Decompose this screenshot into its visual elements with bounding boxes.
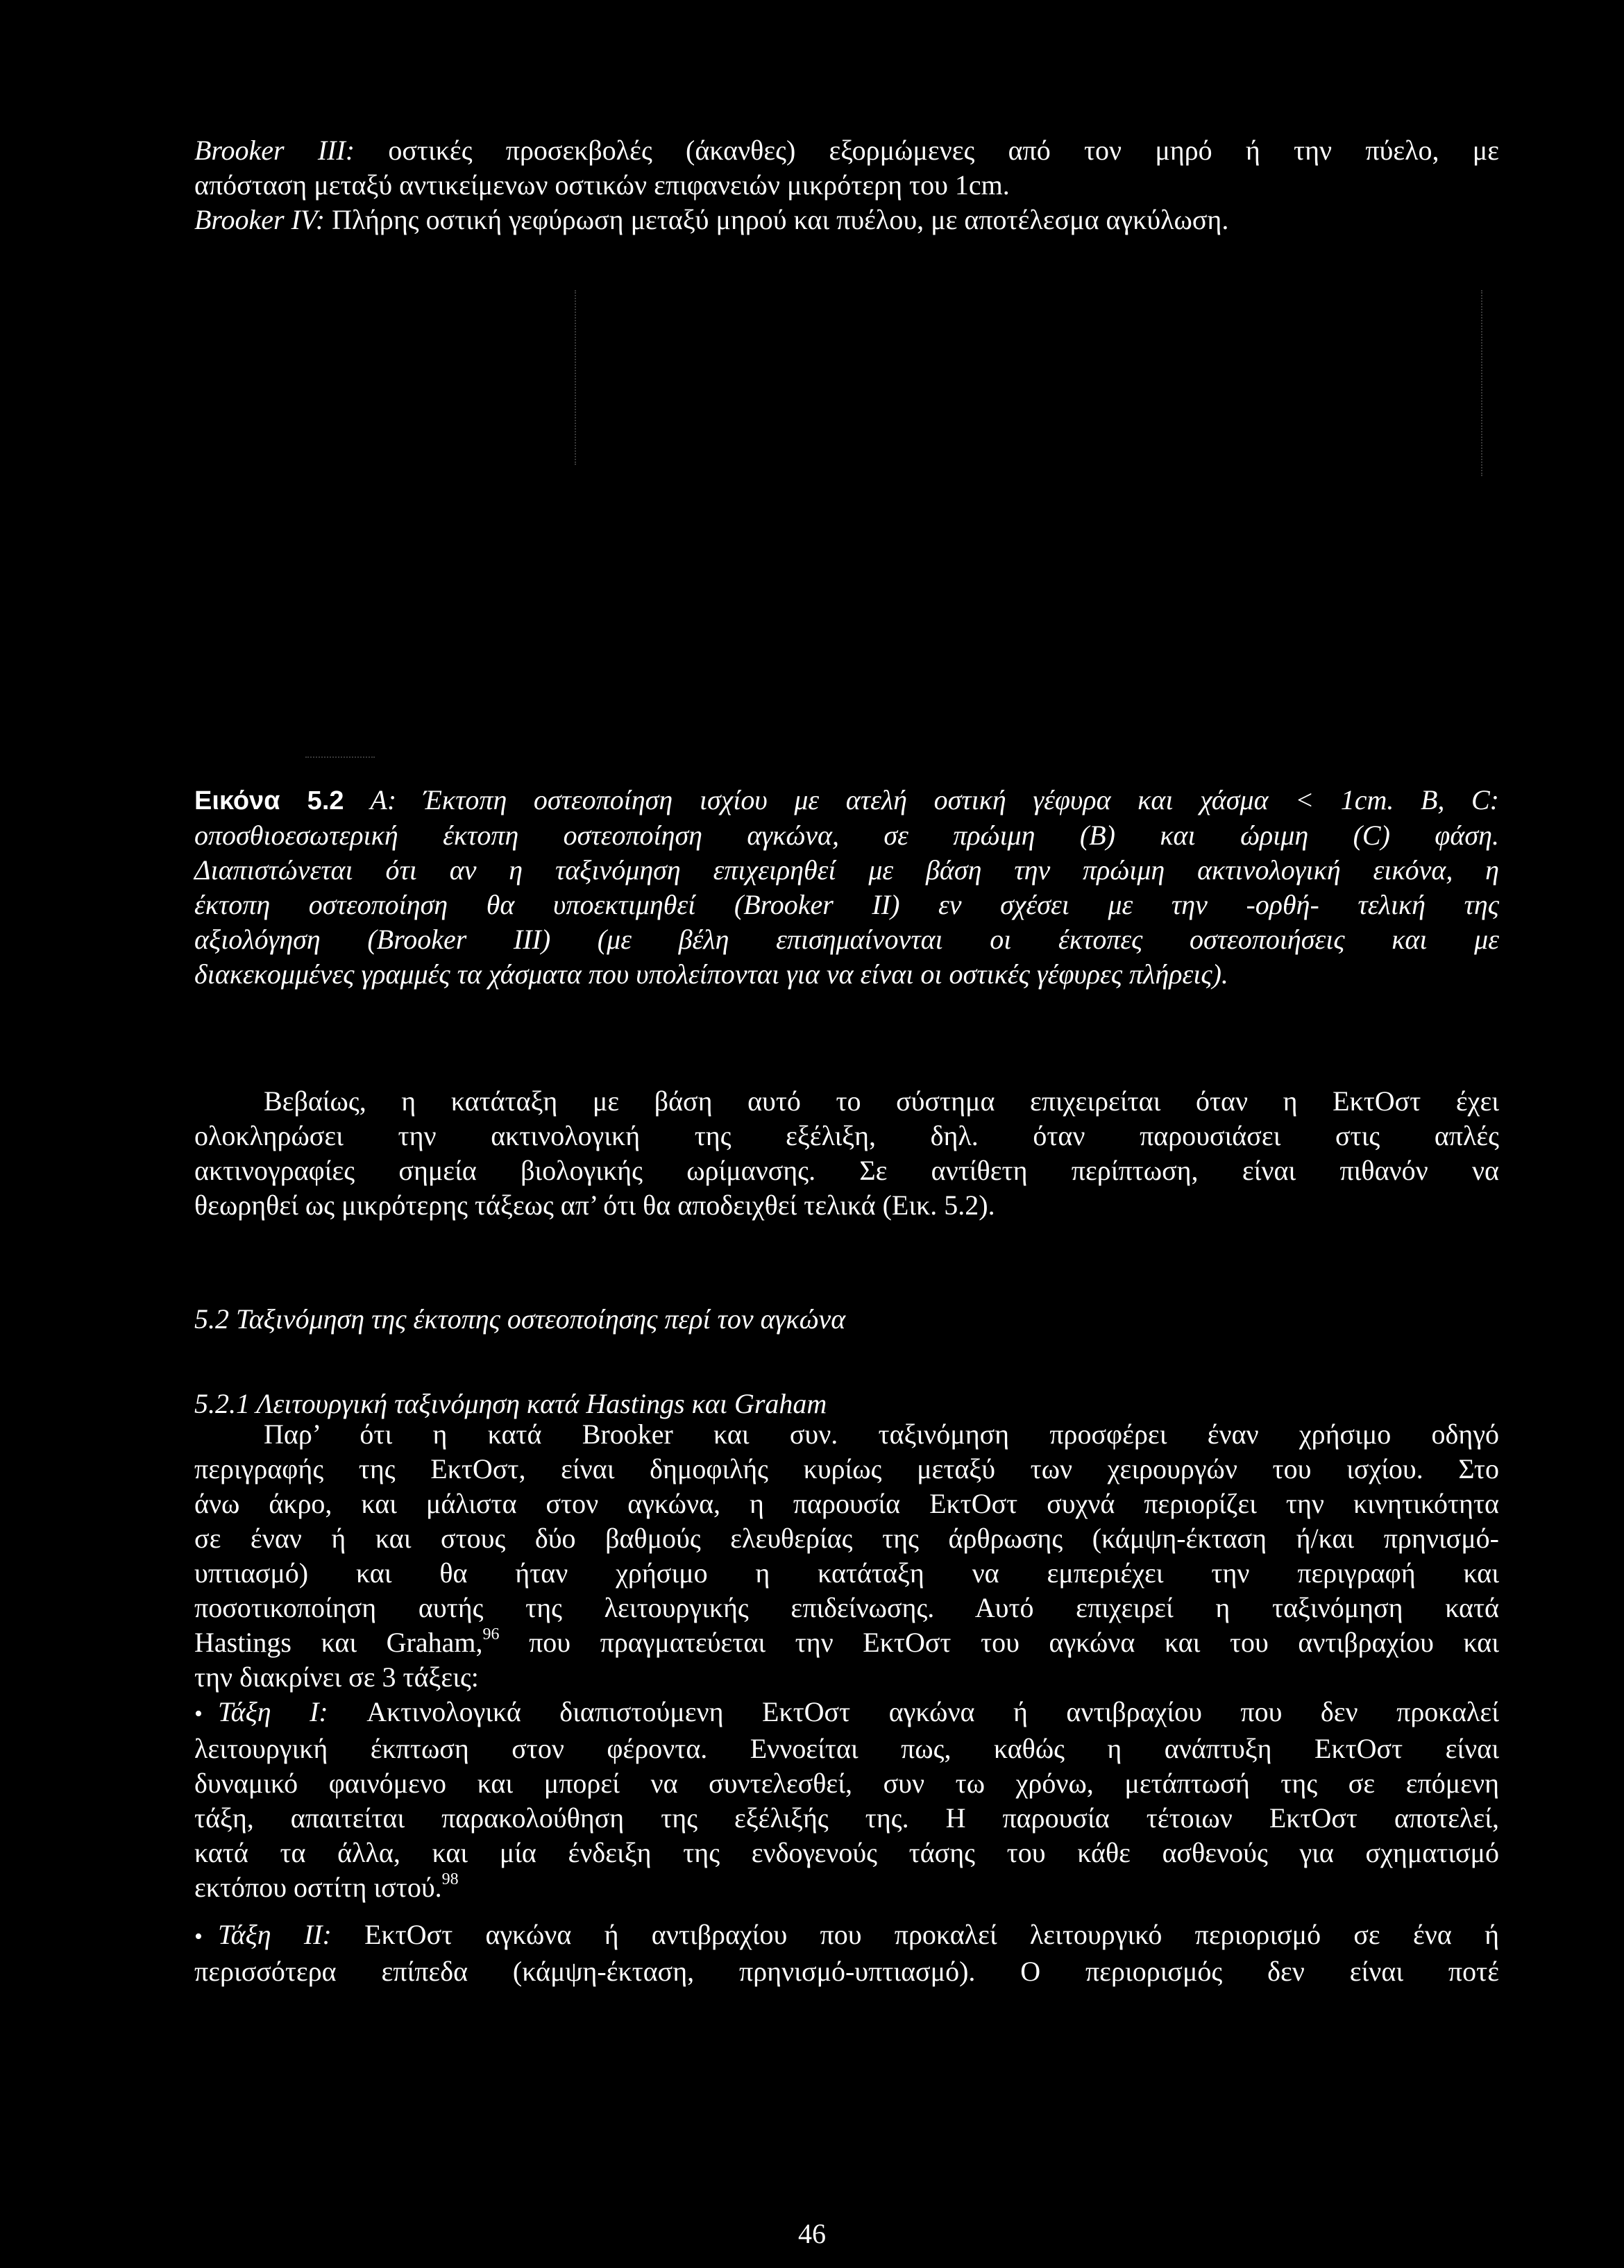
bullet-1-line-3: δυναμικό φαινόμενο και μπορεί να συντελεσθεί, συν τω χρόνω, μετάπτωσή της σε επόμενη [194, 1768, 1499, 1799]
brooker-iii-label: Brooker III: [194, 135, 355, 166]
caption-line-1-text: Α: Έκτοπη οστεοποίηση ισχίου με ατελή οστική γέφυρα και χάσμα < 1cm. Β, C: [370, 784, 1500, 815]
bullet-2-line-2: περισσότερα επίπεδα (κάμψη-έκταση, πρηνισμό-υπτιασμό). Ο περιορισμός δεν είναι ποτέ [194, 1956, 1499, 1987]
para1-line-4: θεωρηθεί ως μικρότερης τάξεως απ’ ότι θα αποδειχθεί τελικά (Εικ. 5.2). [194, 1190, 995, 1221]
subsection-heading: 5.2.1 Λειτουργική ταξινόμηση κατά Hastings και Graham [194, 1388, 827, 1419]
bullet-2-line-1 [194, 1918, 1499, 1954]
caption-line-2: οποσθιοεσωτερική έκτοπη οστεοποίηση αγκώνα, σε πρώιμη (Β) και ώριμη (C) φάση. [194, 820, 1499, 851]
paragraph-brooker-note [194, 1084, 1499, 1223]
caption-line-5: αξιολόγηση (Brooker III) (με βέλη επισημαίνονται οι έκτοπες οστεοποιήσεις και με [194, 924, 1499, 955]
section-heading: 5.2 Ταξινόμηση της έκτοπης οστεοποίησης περί τον αγκώνα [194, 1303, 846, 1335]
brooker-iii-line-2: απόσταση μεταξύ αντικείμενων οστικών επιφανειών μικρότερη του 1cm. [194, 169, 1010, 201]
figure-dotted-edge-right [1481, 290, 1482, 476]
bullet-1-line-6 [194, 1870, 1499, 1905]
reference-96: 96 [482, 1625, 500, 1643]
bullet-1-line-6-text: εκτόπου οστίτη ιστού. [194, 1872, 442, 1903]
caption-line-4: έκτοπη οστεοποίηση θα υποεκτιμηθεί (Brooker II) εν σχέσει με την -ορθή- τελική της [194, 889, 1499, 920]
brooker-iii-text: οστικές προσεκβολές (άκανθες) εξορμώμενες από τον μηρό ή την πύελο, με [355, 135, 1499, 166]
figure-dotted-edge-left [575, 290, 576, 465]
brooker-iv-text: Πλήρης οστική γεφύρωση μεταξύ μηρού και πυέλου, με αποτέλεσμα αγκύλωση. [325, 204, 1229, 235]
paragraph-hastings-graham [194, 1417, 1499, 1989]
caption-line-3: Διαπιστώνεται ότι αν η ταξινόμηση επιχειρηθεί με βάση την πρώιμη ακτινολογική εικόνα, η [194, 854, 1499, 886]
para1-line-2: ολοκληρώσει την ακτινολογική της εξέλιξη, δηλ. όταν παρουσιάσει στις απλές [194, 1120, 1499, 1151]
para2-line-7 [194, 1625, 1499, 1660]
para2-line-6: ποσοτικοποίηση αυτής της λειτουργικής επιδείνωσης. Αυτό επιχειρεί η ταξινόμηση κατά [194, 1592, 1499, 1623]
page-number: 46 [798, 2218, 826, 2249]
para2-line-7-b: που πραγματεύεται την ΕκτΟστ του αγκώνα και του αντιβραχίου και [499, 1627, 1499, 1658]
brooker-iv-line [194, 203, 1499, 237]
para2-line-1: Παρ’ ότι η κατά Brooker και συν. ταξινόμηση προσφέρει έναν χρήσιμο οδηγό [264, 1419, 1499, 1450]
bullet-1-label: Τάξη I: [218, 1696, 328, 1727]
reference-98: 98 [441, 1870, 459, 1888]
bullet-1-line-1-text: Ακτινολογικά διαπιστούμενη ΕκτΟστ αγκώνα ή αντιβραχίου που δεν προκαλεί [366, 1696, 1499, 1727]
bullet-icon: • [194, 1924, 203, 1949]
para2-line-2: περιγραφής της ΕκτΟστ, είναι δημοφιλής κυρίως μεταξύ των χειρουργών του ισχίου. Στο [194, 1453, 1499, 1484]
para2-line-7-a: Hastings και Graham, [194, 1627, 483, 1658]
figure-dotted-bottom-edge [305, 756, 375, 758]
bullet-1-line-1 [194, 1695, 1499, 1732]
para2-line-5: υπτιασμό) και θα ήταν χρήσιμο η κατάταξη να εμπεριέχει την περιγραφή και [194, 1557, 1499, 1589]
brooker-iii-line-1 [194, 133, 1499, 168]
bullet-class-ii [194, 1918, 1499, 1989]
figure-caption [194, 783, 1499, 992]
bullet-2-line-1-text: ΕκτΟστ αγκώνα ή αντιβραχίου που προκαλεί λειτουργικό περιορισμό σε ένα ή [364, 1919, 1500, 1950]
bullet-icon: • [194, 1701, 203, 1727]
bullet-1-line-2: λειτουργική έκπτωση στον φέροντα. Εννοείται πως, καθώς η ανάπτυξη ΕκτΟστ είναι [194, 1733, 1499, 1764]
figure-image-area [194, 278, 1499, 763]
bullet-1-line-5: κατά τα άλλα, και μία ένδειξη της ενδογενούς τάσης του κάθε ασθενούς για σχηματισμό [194, 1837, 1499, 1868]
para1-line-1: Βεβαίως, η κατάταξη με βάση αυτό το σύστημα επιχειρείται όταν η ΕκτΟστ έχει [264, 1085, 1499, 1117]
top-text-block [194, 133, 1499, 237]
para1-line-3: ακτινογραφίες σημεία βιολογικής ωρίμανσης. Σε αντίθετη περίπτωση, είναι πιθανόν να [194, 1155, 1499, 1186]
para2-line-3: άνω άκρο, και μάλιστα στον αγκώνα, η παρουσία ΕκτΟστ συχνά περιορίζει την κινητικότητα [194, 1488, 1499, 1519]
bullet-2-label: Τάξη II: [218, 1919, 332, 1950]
caption-line-6: διακεκομμένες γραμμές τα χάσματα που υπολείπονται για να είναι οι οστικές γέφυρες πλήρεις). [194, 958, 1228, 990]
brooker-iv-label: Brooker IV: [194, 204, 325, 235]
bullet-class-i [194, 1695, 1499, 1905]
caption-line-1 [194, 783, 1499, 818]
bullet-1-line-4: τάξη, απαιτείται παρακολούθηση της εξέλιξής της. Η παρουσία τέτοιων ΕκτΟστ αποτελεί, [194, 1802, 1499, 1834]
para2-line-4: σε έναν ή και στους δύο βαθμούς ελευθερίας της άρθρωσης (κάμψη-έκταση ή/και πρηνισμό- [194, 1523, 1499, 1554]
para2-line-8: την διακρίνει σε 3 τάξεις: [194, 1661, 479, 1693]
caption-label: Εικόνα 5.2 [194, 786, 344, 815]
